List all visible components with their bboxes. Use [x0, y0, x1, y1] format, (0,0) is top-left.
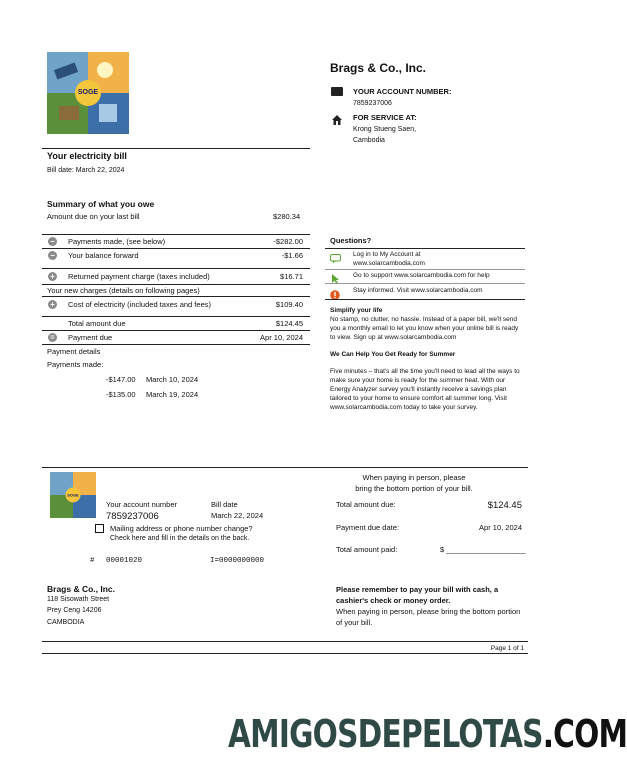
- simplify-text: No stamp, no clutter, no hassle. Instead of a paper bill, we'll send you a monthly email to let you know when your online bill is ready to view. Sign up at www.solarcambodia.com: [330, 316, 519, 341]
- question-line: Go to support www.solarcambodia.com for help: [353, 272, 490, 279]
- payment-details-label: Payment details: [47, 347, 101, 356]
- hash-mark: #: [90, 557, 95, 565]
- last-bill-amount: $280.34: [273, 212, 301, 221]
- address-line: 118 Sisowath Street: [47, 596, 110, 603]
- stub-total-amount: $124.45: [487, 500, 522, 511]
- watermark-suffix: .COM: [542, 712, 627, 756]
- payment-date: March 19, 2024: [146, 390, 199, 399]
- last-bill-label: Amount due on your last bill: [47, 212, 140, 221]
- watermark: [228, 712, 627, 756]
- payment-reminder: Please remember to pay your bill with cash, a cashier's check or money order.: [336, 585, 499, 605]
- address-change-label: Mailing address or phone number change?: [110, 524, 253, 533]
- summer-text: Five minutes – that's all the time you'll need to lead all the ways to make sure your home is ready for the summer heat. With our Energy Analyzer survey you'll instantly receive a savings plan tailored to your home to ensure comfort all summer long. Visit www.solarcambodia.com today to take your survey.: [330, 368, 520, 411]
- payment-due-row: [47, 331, 309, 344]
- account-number: 7859237006: [353, 100, 392, 107]
- alert-icon: [330, 287, 341, 297]
- stub-account-label: Your account number: [106, 500, 178, 509]
- payment-amount: -$135.00: [106, 390, 136, 399]
- row-label: Your balance forward: [68, 251, 139, 260]
- account-number-label: YOUR ACCOUNT NUMBER:: [353, 87, 452, 96]
- total-amount: $124.45: [275, 319, 303, 328]
- address-line: CAMBODIA: [47, 619, 85, 626]
- minus-circle-icon: −: [48, 237, 57, 246]
- row-amount: $109.40: [275, 300, 303, 309]
- reference-code-2: I=0000000000: [210, 557, 265, 565]
- company-logo: [47, 52, 129, 134]
- equals-circle-icon: =: [48, 333, 57, 342]
- summary-row: [47, 235, 309, 248]
- stub-bill-date-label: Bill date: [211, 500, 238, 509]
- new-charges-label: Your new charges (details on following pages): [47, 286, 200, 295]
- in-person-reminder: When paying in person, please bring the bottom portion of your bill.: [336, 607, 521, 627]
- company-logo-small: [50, 472, 96, 518]
- minus-circle-icon: −: [48, 251, 57, 260]
- summary-row: [47, 298, 309, 311]
- row-amount: -$1.66: [281, 251, 303, 260]
- logo-text: SOGE: [75, 80, 101, 106]
- row-label: Returned payment charge (taxes included): [68, 272, 210, 281]
- row-amount: $16.71: [280, 272, 303, 281]
- watermark-main: AMIGOSDEPELOTAS: [228, 712, 543, 756]
- plus-circle-icon: +: [48, 272, 57, 281]
- question-line: Stay informed. Visit www.solarcambodia.com: [353, 287, 483, 294]
- summary-row: [47, 270, 309, 283]
- summer-title: We Can Help You Get Ready for Summer: [330, 351, 456, 358]
- address-change-checkbox[interactable]: [95, 524, 104, 533]
- payments-made-label: Payments made:: [47, 360, 104, 369]
- row-amount: -$282.00: [273, 237, 303, 246]
- payment-due-label: Payment due: [68, 333, 113, 342]
- address-line: Prey Ceng 14206: [47, 607, 102, 614]
- page-number: Page 1 of 1: [490, 645, 524, 652]
- total-row: [47, 317, 309, 330]
- payment-date: March 10, 2024: [146, 375, 199, 384]
- logo-text: SOGE: [66, 488, 81, 503]
- address-name: Brags & Co., Inc.: [47, 584, 116, 594]
- stub-total-label: Total amount due:: [336, 500, 396, 509]
- question-line: Log in to My Account at: [353, 251, 421, 258]
- pointer-icon: [330, 271, 341, 281]
- stub-due-label: Payment due date:: [336, 523, 399, 532]
- question-item: [353, 250, 528, 268]
- payment-amount: -$147.00: [106, 375, 136, 384]
- total-label: Total amount due: [68, 319, 126, 328]
- in-person-note: [334, 472, 494, 494]
- stub-due-date: Apr 10, 2024: [479, 523, 522, 532]
- payment-due-date: Apr 10, 2024: [260, 333, 303, 342]
- house-icon: [332, 112, 342, 122]
- simplify-title: Simplify your life: [330, 307, 383, 314]
- stub-bill-date: March 22, 2024: [211, 511, 264, 520]
- service-address-line1: Krong Stueng Saen,: [353, 126, 417, 133]
- in-person-line: bring the bottom portion of your bill.: [355, 484, 473, 493]
- stub-account-number: 7859237006: [106, 511, 159, 522]
- company-name: Brags & Co., Inc.: [330, 61, 427, 75]
- row-label: Payments made, (see below): [68, 237, 166, 246]
- stub-paid-field[interactable]: $ ___________________: [440, 545, 526, 554]
- question-item: [353, 271, 528, 280]
- in-person-line: When paying in person, please: [362, 473, 466, 482]
- plus-circle-icon: +: [48, 300, 57, 309]
- summary-row: [47, 249, 309, 262]
- bill-title: Your electricity bill: [47, 151, 127, 161]
- folder-icon: [331, 87, 343, 96]
- service-address-line2: Cambodia: [353, 137, 385, 144]
- speech-bubble-icon: [330, 251, 341, 261]
- question-item: [353, 286, 528, 295]
- row-label: Cost of electricity (included taxes and fees): [68, 300, 211, 309]
- stub-paid-label: Total amount paid:: [336, 545, 398, 554]
- questions-title: Questions?: [330, 236, 372, 245]
- summary-title: Summary of what you owe: [47, 199, 155, 209]
- service-label: FOR SERVICE AT:: [353, 113, 417, 122]
- reference-code: 00001020: [106, 557, 143, 565]
- bill-date: Bill date: March 22, 2024: [47, 167, 125, 174]
- question-line: www.solarcambodia.com: [353, 260, 425, 267]
- address-change-sub: Check here and fill in the details on the back.: [110, 535, 250, 542]
